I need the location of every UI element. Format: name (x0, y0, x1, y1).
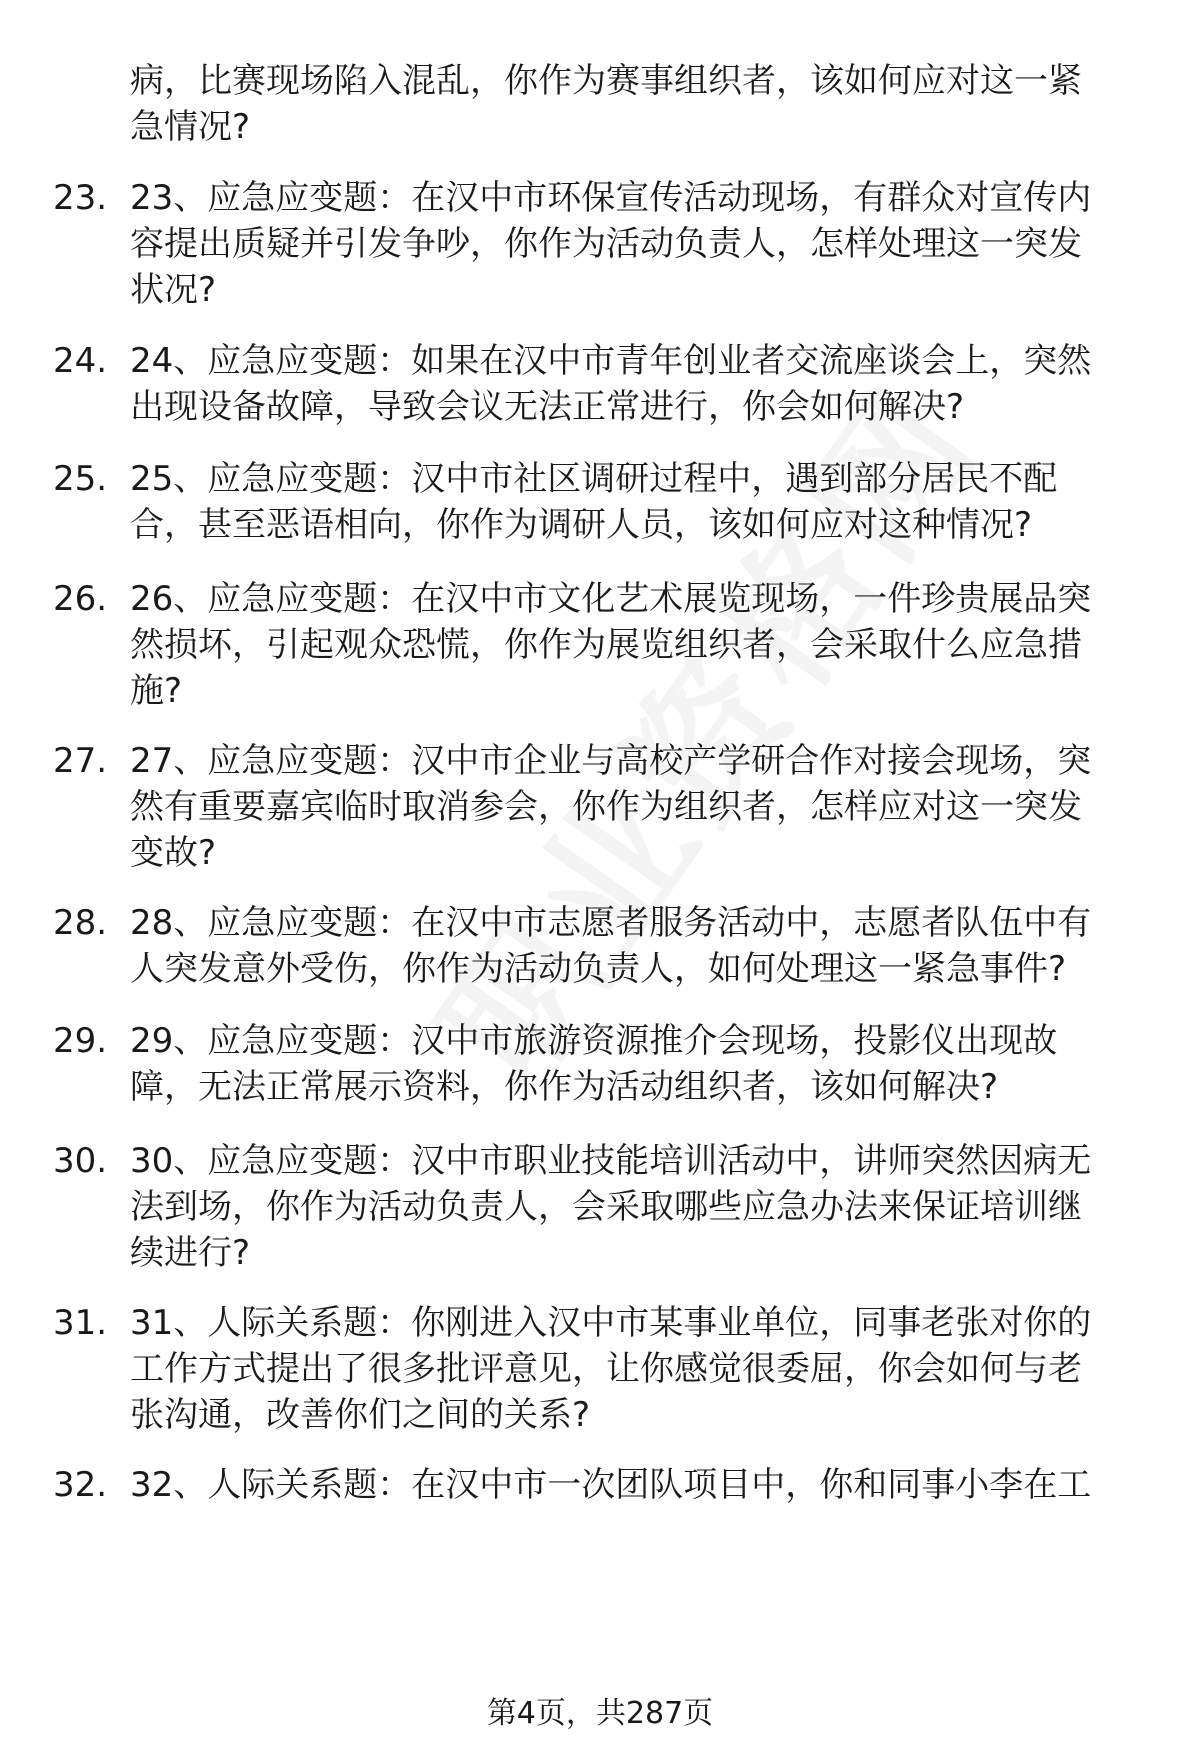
page-footer: 第4页，共287页 (486, 1696, 714, 1731)
question-text-line: 法到场，你作为活动负责人，会采取哪些应急办法来保证培训继 (130, 1187, 1082, 1227)
question-text-line: 状况? (130, 270, 217, 310)
question-text-line: 人突发意外受伤，你作为活动负责人，如何处理这一紧急事件? (130, 949, 1067, 989)
question-text-line: 28、应急应变题：在汉中市志愿者服务活动中，志愿者队伍中有 (130, 903, 1092, 943)
question-number: 24. (53, 341, 108, 381)
question-number: 26. (53, 579, 108, 619)
question-text-line: 31、人际关系题：你刚进入汉中市某事业单位，同事老张对你的 (130, 1303, 1092, 1343)
question-number: 28. (53, 903, 108, 943)
question-text-line: 张沟通，改善你们之间的关系? (130, 1395, 591, 1435)
question-text-line: 病，比赛现场陷入混乱，你作为赛事组织者，该如何应对这一紧 (130, 61, 1082, 101)
question-text-line: 合，甚至恶语相向，你作为调研人员，该如何应对这种情况? (130, 505, 1033, 545)
question-text-line: 出现设备故障，导致会议无法正常进行，你会如何解决? (130, 387, 965, 427)
question-text-line: 变故? (130, 833, 217, 873)
question-text-line: 施? (130, 671, 183, 711)
question-number: 31. (53, 1303, 108, 1343)
question-text-line: 30、应急应变题：汉中市职业技能培训活动中，讲师突然因病无 (130, 1141, 1092, 1181)
question-number: 32. (53, 1465, 108, 1505)
question-text-line: 26、应急应变题：在汉中市文化艺术展览现场，一件珍贵展品突 (130, 579, 1092, 619)
question-text-line: 容提出质疑并引发争吵，你作为活动负责人，怎样处理这一突发 (130, 224, 1082, 264)
question-text-line: 障，无法正常展示资料，你作为活动组织者，该如何解决? (130, 1067, 999, 1107)
question-text-line: 续进行? (130, 1233, 251, 1273)
question-text-line: 然损坏，引起观众恐慌，你作为展览组织者，会采取什么应急措 (130, 625, 1082, 665)
question-text-line: 然有重要嘉宾临时取消参会，你作为组织者，怎样应对这一突发 (130, 787, 1082, 827)
question-text-line: 29、应急应变题：汉中市旅游资源推介会现场，投影仪出现故 (130, 1021, 1058, 1061)
question-text-line: 工作方式提出了很多批评意见，让你感觉很委屈，你会如何与老 (130, 1349, 1082, 1389)
question-text-line: 25、应急应变题：汉中市社区调研过程中，遇到部分居民不配 (130, 459, 1058, 499)
question-text-line: 急情况? (130, 107, 251, 147)
question-number: 23. (53, 178, 108, 218)
question-text-line: 27、应急应变题：汉中市企业与高校产学研合作对接会现场，突 (130, 741, 1092, 781)
question-text-line: 24、应急应变题：如果在汉中市青年创业者交流座谈会上，突然 (130, 341, 1092, 381)
question-text-line: 23、应急应变题：在汉中市环保宣传活动现场，有群众对宣传内 (130, 178, 1092, 218)
question-number: 29. (53, 1021, 108, 1061)
question-number: 27. (53, 741, 108, 781)
question-text-line: 32、人际关系题：在汉中市一次团队项目中，你和同事小李在工 (130, 1465, 1092, 1505)
question-number: 30. (53, 1141, 108, 1181)
question-number: 25. (53, 459, 108, 499)
